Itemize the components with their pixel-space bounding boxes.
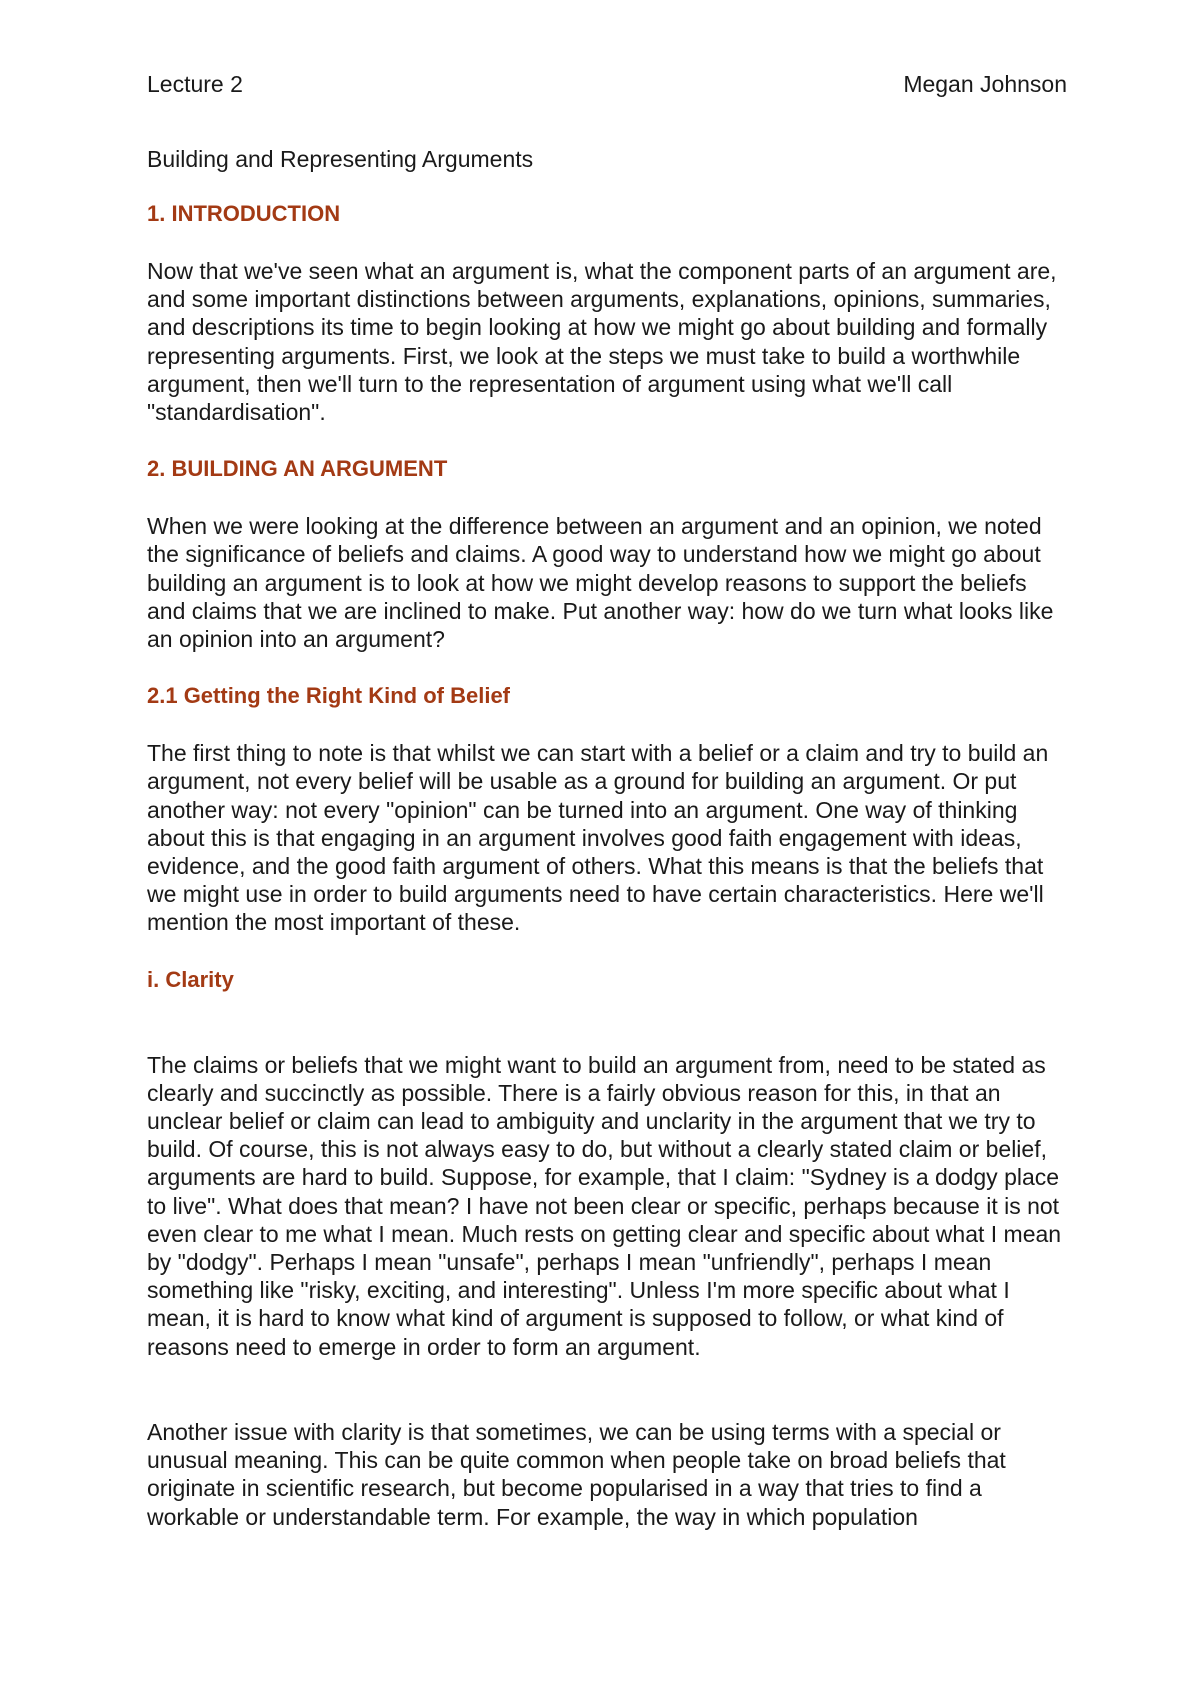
paragraph-building-an-argument: When we were looking at the difference between an argument and an opinion, we noted the significance of beliefs and claims. A good way to understand how we might go about building an argument is to look at how we might develop reasons to support the beliefs and claims that we are inclined to make. Put another way: how do we turn what looks like an opinion into an argument?: [147, 513, 1054, 653]
subsection-heading-clarity: i. Clarity: [147, 966, 234, 992]
section-heading-introduction: 1. INTRODUCTION: [147, 201, 341, 226]
header-author-name: Megan Johnson: [903, 71, 1067, 97]
section-heading-building-an-argument: 2. BUILDING AN ARGUMENT: [147, 456, 448, 482]
page-header: [147, 70, 1067, 98]
paragraph-clarity-2: Another issue with clarity is that sometimes, we can be using terms with a special or unusual meaning. This can be quite common when people take on broad beliefs that originate in scientific research, but become popularised in a way that tries to find a workable or understandable term. For example, the way in which population: [147, 1418, 1006, 1530]
subsection-heading-right-kind-of-belief: 2.1 Getting the Right Kind of Belief: [147, 683, 510, 709]
document-page: [147, 70, 1067, 1531]
paragraph-introduction: Now that we've seen what an argument is, what the component parts of an argument are, and some important distinctions between arguments, explanations, opinions, summaries, and descriptions its time to begin looking at how we might go about building and formally representing arguments. First, we look at the steps we must take to build a worthwhile argument, then we'll turn to the representation of argument using what we'll call "standardisation".: [147, 258, 1057, 426]
document-title: Building and Representing Arguments: [147, 146, 534, 172]
header-lecture-label: Lecture 2: [147, 71, 243, 97]
paragraph-clarity-1: The claims or beliefs that we might want to build an argument from, need to be stated as clearly and succinctly as possible. There is a fairly obvious reason for this, in that an unclear belief or claim can lead to ambiguity and unclarity in the argument that we try to build. Of course, this is not always easy to do, but without a clearly stated claim or belief, arguments are hard to build. Suppose, for example, that I claim: "Sydney is a dodgy place to live". What does that mean? I have not been clear or specific, perhaps because it is not even clear to me what I mean. Much rests on getting clear and specific about what I mean by "dodgy". Perhaps I mean "unsafe", perhaps I mean "unfriendly", perhaps I mean something like "risky, exciting, and interesting". Unless I'm more specific about what I mean, it is hard to know what kind of argument is supposed to follow, or what kind of reasons need to emerge in order to form an argument.: [147, 1051, 1062, 1360]
paragraph-right-kind-of-belief: The first thing to note is that whilst we can start with a belief or a claim and try to build an argument, not every belief will be usable as a ground for building an argument. Or put another way: not every "opinion" can be turned into an argument. One way of thinking about this is that engaging in an argument involves good faith engagement with ideas, evidence, and the good faith argument of others. What this means is that the beliefs that we might use in order to build arguments need to have certain characteristics. Here we'll mention the most important of these.: [147, 740, 1049, 936]
